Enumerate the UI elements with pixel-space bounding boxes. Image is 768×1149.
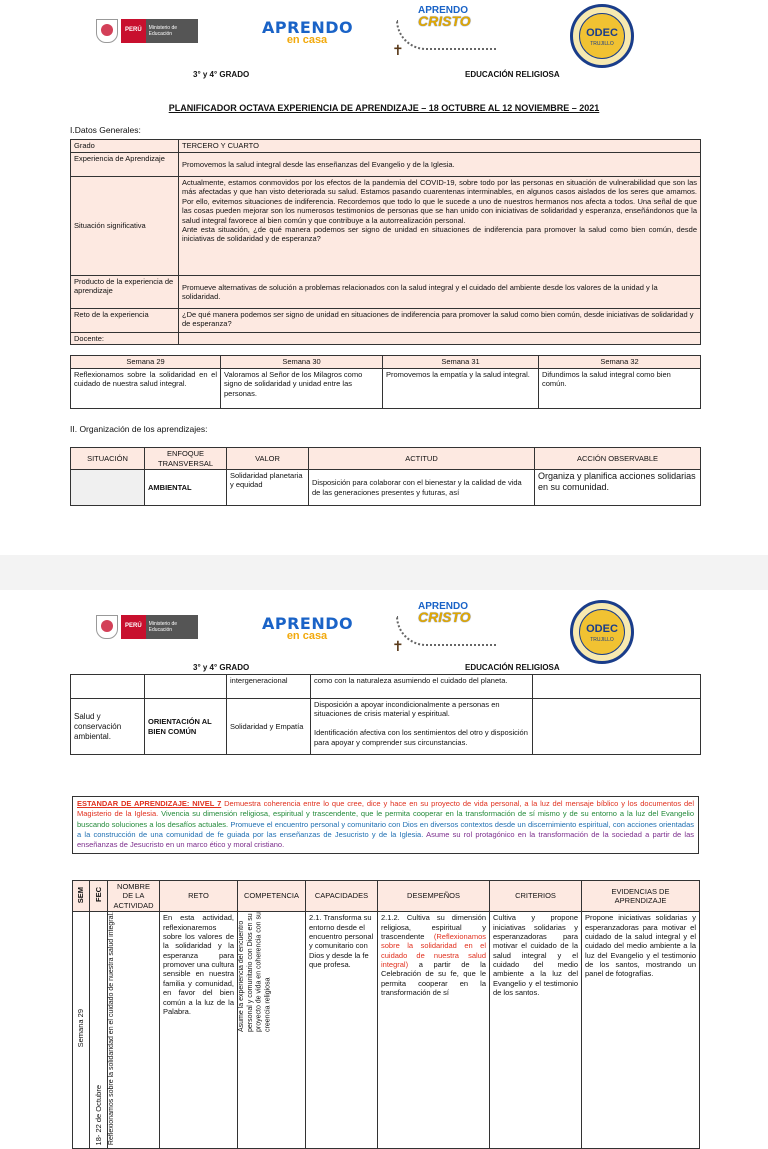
enfoque-cell: AMBIENTAL [145,470,227,506]
sem-header: SEM [73,881,90,912]
criterios-header: CRITERIOS [490,881,582,912]
week-activity: Difundimos la salud integral como bien común. [539,369,701,409]
ministry-logo: PERÚ Ministerio de Educación [96,614,206,640]
producto-label: Producto de la experiencia de aprendizaje [71,276,179,309]
enfoque-cell: ORIENTACIÓN AL BIEN COMÚN [145,699,227,755]
fec-cell: 18- 22 de Octubre [90,912,108,1148]
valor-header: VALOR [227,448,309,470]
grado-label: Grado [71,140,179,153]
valor-cont: intergeneracional [227,675,311,699]
general-data-table [70,139,701,345]
header-logos [0,0,768,65]
sem-cell: Semana 29 [73,912,90,1148]
week-header: Semana 31 [383,356,539,369]
week-header: Semana 30 [221,356,383,369]
page-gap [0,555,768,590]
evidencias-header: EVIDENCIAS DE APRENDIZAJE [582,881,700,912]
actitud-cell: Disposición a apoyar incondicionalmente a personas en situaciones de crisis material y espiritual. Identificación afectiva con los sentimientos del otro y disposición para apoyar y comprender sus circunstancias. [311,699,533,755]
nombre-cell: Reflexionamos sobre la solidaridad en el cuidado de nuestra salud integral. [108,912,160,1148]
page-1 [0,0,768,555]
ministry-peru-label: PERÚ [121,19,146,43]
activity-plan-table [72,880,700,1149]
aprendo-cristo-logo: APRENDO CRISTO ✝ [388,2,506,62]
capacidades-header: CAPACIDADES [306,881,378,912]
desempenos-header: DESEMPEÑOS [378,881,490,912]
week-activity: Promovemos la empatía y la salud integral. [383,369,539,409]
criterios-cell: Cultiva y propone iniciativas solidarias y esperanzadoras para motivar el cuidado de la salud integral y el cuidado del medio ambiente a la luz del Evangelio y el testimonio de los santos. [490,912,582,1148]
peru-shield-icon [96,615,118,639]
grade-label: 3° y 4° GRADO [193,70,250,79]
actitud-cont: como con la naturaleza asumiendo el cuidado del planeta. [311,675,533,699]
section-general-data: I.Datos Generales: [70,125,141,135]
ministry-logo [96,18,206,44]
ministry-name-label: Ministerio de Educación [146,19,198,43]
section-organization: II. Organización de los aprendizajes: [70,424,208,434]
valor-cell: Solidaridad y Empatía [227,699,311,755]
reto-label: Reto de la experiencia [71,309,179,333]
learning-standard: ESTANDAR DE APRENDIZAJE: NIVEL 7 Demuestra coherencia entre lo que cree, dice y hace en su proyecto de vida personal, a la luz del mensaje bíblico y los documentos del Magisterio de la Iglesia. Vivencia su dimensión religiosa, espiritual y trascendente, que le permita cooperar en la transformación de sí mismo y de su entorno a la luz del Evangelio buscando soluciones a los desafíos actuales. Promueve el encuentro personal y comunitario con Dios en diversos contextos desde un discernimiento espiritual, con acciones orientadas a la construcción de una comunidad de fe guiada por las enseñanzas de Jesucristo y de la Iglesia. Asume su rol protagónico en la transformación de la sociedad a partir de las enseñanzas de Jesucristo en un marco ético y moral cristiano. [72,796,699,854]
situacion-label: Situación significativa [71,177,179,276]
competencia-cell: Asume la experiencia del encuentro personal y comunitario con Dios en su proyecto de vida en coherencia con su creencia religiosa [238,912,306,1148]
competencia-header: COMPETENCIA [238,881,306,912]
aprendo-en-casa-logo: APRENDO en casa [262,614,354,642]
odec-seal-logo: ODEC TRUJILLO [570,4,634,68]
fec-header: FEC [90,881,108,912]
header-logos [0,590,768,655]
cross-icon: ✝ [392,42,404,58]
valor-cell: Solidaridad planetaria y equidad [227,470,309,506]
cross-icon: ✝ [392,638,404,654]
week-activity: Valoramos al Señor de los Milagros como signo de solidaridad y unidad entre las personas. [221,369,383,409]
week-activity: Reflexionamos sobre la solidaridad en el cuidado de nuestra salud integral. [71,369,221,409]
standard-label: ESTANDAR DE APRENDIZAJE: NIVEL 7 [77,799,222,808]
odec-seal-logo: ODEC TRUJILLO [570,600,634,664]
actitud-cell: Disposición para colaborar con el bienestar y la calidad de vida de las generaciones presentes y futuras, así [309,470,535,506]
reto-value: ¿De qué manera podemos ser signo de unidad en situaciones de indiferencia para promover la salud como bien común, desde iniciativas de solidaridad y de esperanza? [179,309,701,333]
aprendo-en-casa-logo: APRENDO en casa [262,18,354,46]
producto-value: Promueve alternativas de solución a problemas relacionados con la salud integral y el cuidado del ambiente desde los valores de la unidad y la solidaridad. [179,276,701,309]
experiencia-label: Experiencia de Aprendizaje [71,153,179,177]
aprendo-cristo-logo: APRENDO CRISTO ✝ [388,598,506,658]
enfoque-header: ENFOQUE TRANSVERSAL [145,448,227,470]
week-header: Semana 29 [71,356,221,369]
situacion-cell [71,470,145,506]
situacion-cell: Salud y conservación ambiental. [71,699,145,755]
week-header: Semana 32 [539,356,701,369]
organization-table-continued [70,674,701,755]
organization-table [70,447,701,506]
situacion-header: SITUACIÓN [71,448,145,470]
nombre-header: NOMBRE DE LA ACTIVIDAD [108,881,160,912]
weeks-table [70,355,701,409]
peru-shield-icon [96,19,118,43]
evidencias-cell: Propone iniciativas solidarias y esperanzadoras para motivar el cuidado de la salud integral y el cuidado del medio ambiente a la luz del Evangelio y el testimonio de los santos, mostrando un panel de fotografías. [582,912,700,1148]
reto-cell: En esta actividad, reflexionaremos sobre los valores de la solidaridad y la esperanza para promover una cultura sensible en nuestra familia y comunidad, en favor del bien común a la luz de la Palabra. [160,912,238,1148]
reto-header: RETO [160,881,238,912]
grado-value: TERCERO Y CUARTO [179,140,701,153]
page-title: PLANIFICADOR OCTAVA EXPERIENCIA DE APRENDIZAJE – 18 OCTUBRE AL 12 NOVIEMBRE – 2021 [168,103,600,113]
situacion-value: Actualmente, estamos conmovidos por los efectos de la pandemia del COVID-19, sobre todo por las personas en situación de vulnerabilidad que son las más afectadas y que han visto deteriorada su salud. Estamos pasando cuarentenas interminables, en algunos casos aislados de los seres que amamos. Por ello, evitemos situaciones de indiferencia. Recordemos que todo lo que le sucede a uno de nuestros hermanos nos afecta a todos. Una señal de que las cosas pueden mejorar son los numerosos testimonios de personas que se han unido con iniciativas de solidaridad y esperanza, enseñándonos que la salud integral favorece al bien común y que contribuye a la autorrealización personal. Ante esta situación, ¿de qué manera podemos ser signo de unidad en situaciones de indiferencia para promover la salud como bien común, desde iniciativas de solidaridad y de esperanza? [179,177,701,276]
course-label: EDUCACIÓN RELIGIOSA [465,663,560,672]
page-2 [0,590,768,1146]
accion-cell: Organiza y planifica acciones solidarias en su comunidad. [535,470,701,506]
accion-header: ACCIÓN OBSERVABLE [535,448,701,470]
docente-value [179,333,701,345]
experiencia-value: Promovemos la salud integral desde las enseñanzas del Evangelio y de la Iglesia. [179,153,701,177]
desempenos-cell: 2.1.2. Cultiva su dimensión religiosa, espiritual y trascendente (Reflexionamos sobre la solidaridad en el cuidado de nuestra salud integral) a partir de la Celebración de su fe, que le permita cooperar en la transformación de sí [378,912,490,1148]
grade-label: 3° y 4° GRADO [193,663,250,672]
capacidades-cell: 2.1. Transforma su entorno desde el encuentro personal y comunitario con Dios y desde la fe que profesa. [306,912,378,1148]
course-label: EDUCACIÓN RELIGIOSA [465,70,560,79]
docente-label: Docente: [71,333,179,345]
actitud-header: ACTITUD [309,448,535,470]
